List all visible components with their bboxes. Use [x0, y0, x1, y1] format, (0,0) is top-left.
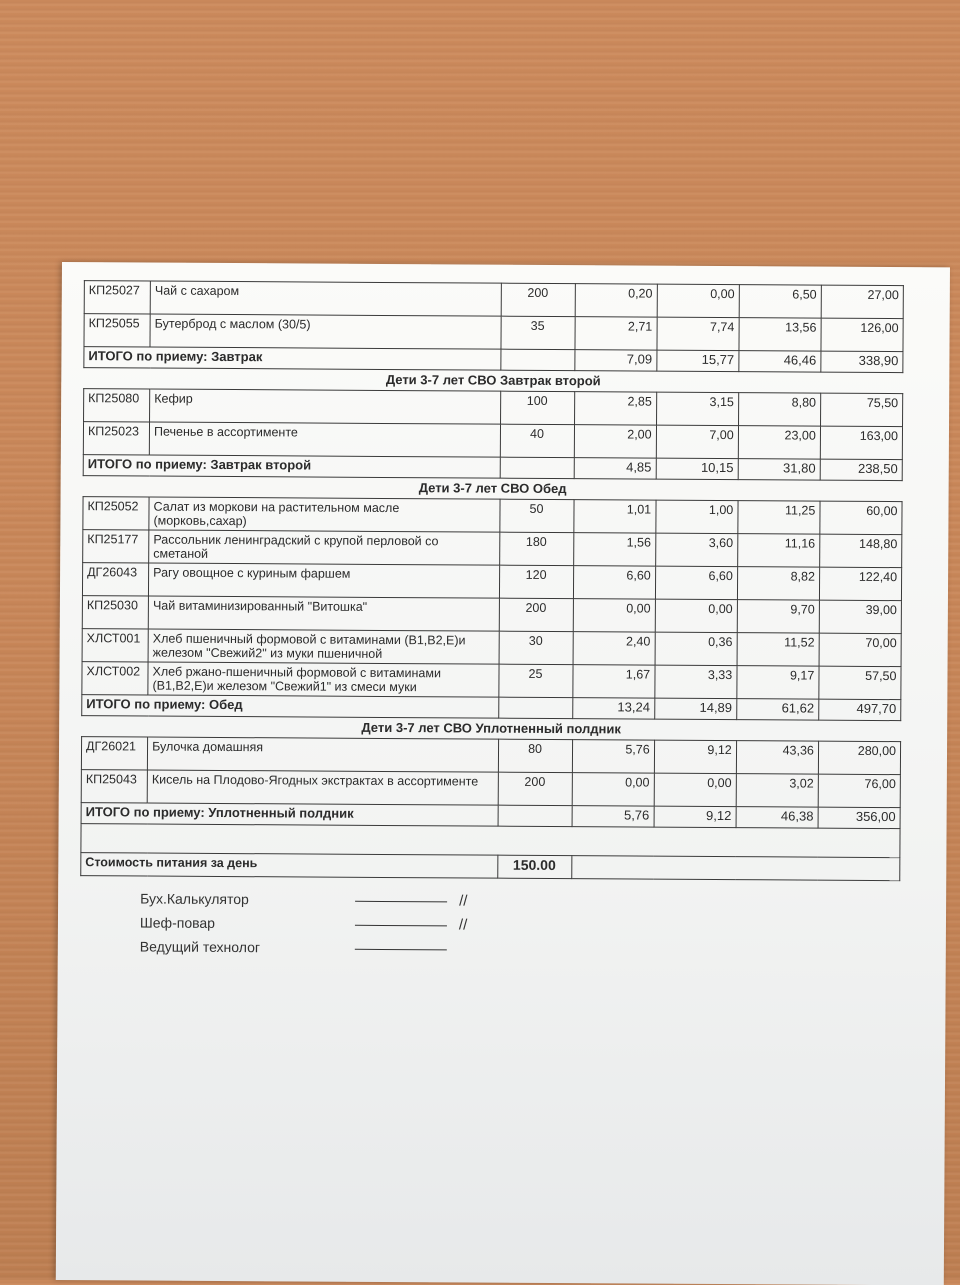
dish-fats: 0,00 — [655, 599, 737, 633]
dish-energy: 76,00 — [818, 774, 900, 808]
dish-code: КП25052 — [83, 497, 149, 530]
dish-fats: 6,60 — [655, 566, 737, 600]
dish-fats: 7,00 — [656, 425, 738, 459]
dish-energy: 163,00 — [820, 426, 902, 460]
total-fats: 10,15 — [656, 458, 738, 480]
dish-energy: 280,00 — [818, 741, 900, 775]
table-row — [82, 662, 901, 700]
dish-energy: 60,00 — [820, 501, 902, 535]
dish-proteins: 1,01 — [573, 500, 655, 534]
dish-energy: 70,00 — [819, 633, 901, 667]
table-row — [83, 530, 902, 568]
dish-code: КП25023 — [83, 422, 149, 455]
dish-energy: 75,50 — [820, 393, 902, 427]
total-carbs: 46,46 — [739, 351, 821, 373]
dish-code: КП25177 — [83, 530, 149, 563]
dish-carbs: 9,70 — [737, 600, 819, 634]
meal-table — [81, 496, 902, 721]
dish-code: КП25030 — [82, 596, 148, 629]
dish-quantity: 80 — [498, 739, 572, 772]
dish-quantity: 200 — [499, 598, 573, 631]
total-fats: 9,12 — [654, 806, 736, 828]
total-fats: 15,77 — [657, 350, 739, 372]
dish-code: ДГ26043 — [82, 563, 148, 596]
dish-proteins: 6,60 — [573, 566, 655, 600]
total-energy: 238,50 — [820, 459, 902, 481]
dish-fats: 9,12 — [654, 740, 736, 774]
total-carbs: 46,38 — [736, 807, 818, 829]
signature-line — [355, 900, 447, 902]
total-label: ИТОГО по приему: Завтрак — [84, 347, 501, 371]
daily-cost-row — [81, 853, 900, 881]
menu-content — [80, 280, 904, 963]
meal-block-breakfast — [83, 280, 904, 373]
dish-energy: 126,00 — [821, 318, 903, 352]
dish-fats: 0,00 — [654, 773, 736, 807]
total-energy: 497,70 — [819, 699, 901, 721]
dish-carbs: 11,16 — [737, 534, 819, 568]
dish-quantity: 30 — [499, 631, 573, 664]
total-proteins: 4,85 — [574, 458, 656, 480]
dish-fats: 0,36 — [655, 632, 737, 666]
signature-line — [355, 948, 447, 950]
signature-label: Ведущий технолог — [139, 938, 261, 956]
table-row — [82, 629, 901, 667]
total-proteins: 7,09 — [574, 350, 656, 372]
dish-name: Булочка домашняя — [147, 737, 498, 772]
dish-name: Хлеб ржано-пшеничный формовой с витаминами (В1,В2,Е)и железом "Свежий1" из смеси муки — [148, 662, 499, 697]
dish-proteins: 1,67 — [572, 665, 654, 699]
dish-proteins: 0,20 — [575, 284, 657, 318]
dish-carbs: 43,36 — [736, 741, 818, 775]
dish-fats: 3,33 — [655, 665, 737, 699]
total-row — [84, 347, 903, 373]
dish-quantity: 50 — [499, 499, 573, 532]
dish-name: Хлеб пшеничный формовой с витаминами (В1,В2,Е)и железом "Свежий2" из муки пшеничной — [148, 629, 499, 664]
total-label: ИТОГО по приему: Обед — [82, 695, 499, 719]
meal-table — [83, 388, 904, 481]
dish-proteins: 2,71 — [575, 317, 657, 351]
dish-fats: 7,74 — [657, 317, 739, 351]
dish-proteins: 1,56 — [573, 533, 655, 567]
dish-fats: 3,60 — [655, 533, 737, 567]
dish-proteins: 0,00 — [572, 773, 654, 807]
daily-cost-label: Стоимость питания за день — [81, 853, 498, 879]
dish-name: Чай витаминизированный "Витошка" — [148, 596, 499, 631]
total-energy: 356,00 — [818, 807, 900, 829]
dish-carbs: 8,82 — [737, 567, 819, 601]
dish-quantity: 200 — [498, 772, 572, 805]
dish-carbs: 3,02 — [736, 774, 818, 808]
dish-name: Рагу овощное с куриным фаршем — [149, 563, 500, 598]
dish-code: ХЛСТ001 — [82, 629, 148, 662]
meal-block-afternoon-snack — [80, 736, 901, 881]
table-row — [81, 770, 900, 808]
signature-line — [355, 924, 447, 926]
dish-proteins: 2,00 — [574, 425, 656, 459]
document-page — [56, 262, 950, 1285]
meal-table — [80, 736, 901, 881]
table-row — [84, 281, 903, 319]
meal-block-lunch — [81, 496, 902, 721]
dish-fats: 0,00 — [657, 284, 739, 318]
dish-proteins: 5,76 — [572, 740, 654, 774]
total-label: ИТОГО по приему: Уплотненный полдник — [81, 803, 498, 827]
dish-carbs: 6,50 — [739, 285, 821, 319]
dish-carbs: 13,56 — [739, 318, 821, 352]
dish-proteins: 2,40 — [573, 632, 655, 666]
table-row — [84, 389, 903, 427]
dish-carbs: 23,00 — [738, 426, 820, 460]
total-row — [82, 695, 901, 721]
signature-label: Бух.Калькулятор — [140, 890, 249, 908]
section-title: Дети 3-7 лет СВО Завтрак второй — [385, 371, 601, 389]
section-title: Дети 3-7 лет СВО Обед — [418, 480, 567, 497]
table-row — [82, 563, 901, 601]
dish-carbs: 11,52 — [737, 633, 819, 667]
dish-quantity: 35 — [500, 316, 574, 349]
total-label: ИТОГО по приему: Завтрак второй — [83, 455, 500, 479]
dish-energy: 148,80 — [820, 534, 902, 568]
dish-proteins: 0,00 — [573, 599, 655, 633]
dish-name: Кефир — [150, 389, 501, 424]
dish-name: Кисель на Плодово-Ягодных экстрактах в ассортименте — [147, 770, 498, 805]
total-fats: 14,89 — [654, 698, 736, 720]
total-proteins: 13,24 — [572, 698, 654, 720]
dish-code: КП25055 — [84, 314, 150, 347]
table-row — [83, 422, 902, 460]
dish-fats: 3,15 — [656, 392, 738, 426]
total-energy: 338,90 — [821, 351, 903, 373]
dish-code: ХЛСТ002 — [82, 662, 148, 695]
dish-energy: 39,00 — [819, 600, 901, 634]
signature-mark: // — [458, 915, 468, 933]
dish-quantity: 200 — [501, 283, 575, 316]
table-row — [81, 737, 900, 775]
section-title: Дети 3-7 лет СВО Уплотненный полдник — [361, 719, 621, 737]
dish-carbs: 9,17 — [737, 666, 819, 700]
dish-energy: 27,00 — [821, 285, 903, 319]
dish-energy: 122,40 — [819, 567, 901, 601]
dish-quantity: 40 — [500, 424, 574, 457]
dish-code: ДГ26021 — [81, 737, 147, 770]
table-row — [83, 497, 902, 535]
dish-name: Печенье в ассортименте — [149, 422, 500, 457]
dish-quantity: 120 — [499, 565, 573, 598]
dish-code: КП25043 — [81, 770, 147, 803]
meal-table — [83, 280, 904, 373]
dish-name: Рассольник ленинградский с крупой перловой со сметаной — [149, 530, 500, 565]
dish-name: Салат из моркови на растительном масле (морковь,сахар) — [149, 497, 500, 532]
dish-code: КП25027 — [84, 281, 150, 314]
signature-block — [140, 886, 900, 963]
dish-quantity: 180 — [499, 532, 573, 565]
signature-label: Шеф-повар — [139, 914, 216, 931]
table-row — [84, 314, 903, 352]
dish-quantity: 100 — [500, 391, 574, 424]
dish-code: КП25080 — [84, 389, 150, 422]
total-carbs: 31,80 — [738, 459, 820, 481]
dish-quantity: 25 — [498, 664, 572, 697]
total-proteins: 5,76 — [572, 806, 654, 828]
signature-mark: // — [459, 891, 468, 909]
dish-name: Чай с сахаром — [150, 281, 501, 316]
dish-name: Бутерброд с маслом (30/5) — [150, 314, 501, 349]
total-carbs: 61,62 — [736, 699, 818, 721]
table-row — [82, 596, 901, 634]
dish-fats: 1,00 — [656, 500, 738, 534]
total-row — [83, 455, 902, 481]
signature-row — [140, 934, 900, 963]
meal-block-second-breakfast — [83, 388, 904, 481]
daily-cost-value: 150.00 — [497, 855, 571, 878]
dish-carbs: 8,80 — [738, 393, 820, 427]
dish-energy: 57,50 — [819, 666, 901, 700]
dish-proteins: 2,85 — [574, 392, 656, 426]
dish-carbs: 11,25 — [738, 501, 820, 535]
